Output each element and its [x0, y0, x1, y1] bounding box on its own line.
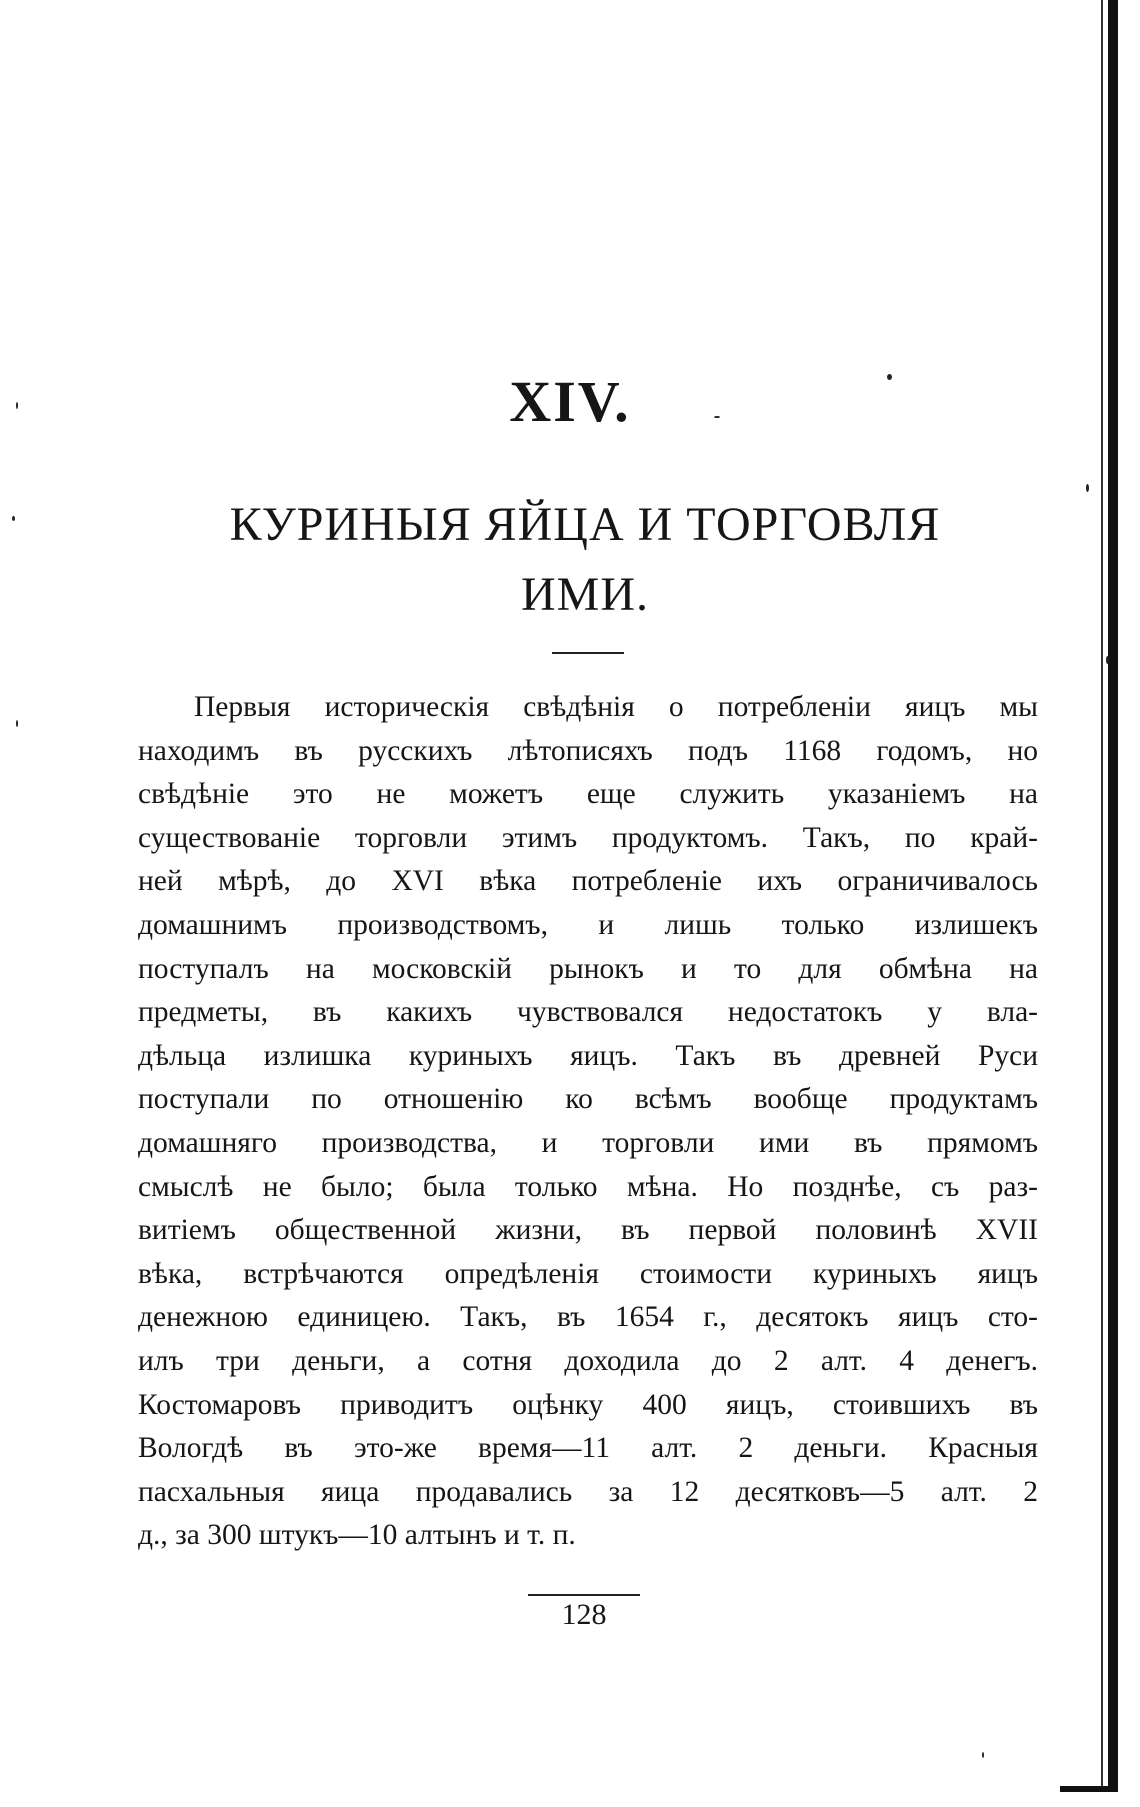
title-divider — [552, 652, 624, 654]
text-line: смыслѣ не было; была только мѣна. Но позднѣе, съ раз- — [138, 1170, 1038, 1203]
text-line: поступалъ на московскій рынокъ и то для обмѣна на — [138, 952, 1038, 985]
scan-speck — [714, 416, 720, 418]
chapter-title-line-2: ИМИ. — [520, 568, 649, 621]
page-edge-foot — [1060, 1786, 1118, 1792]
page-edge-border — [1108, 0, 1118, 1790]
text-line: находимъ въ русскихъ лѣтописяхъ подъ 1168 годомъ, но — [138, 734, 1038, 767]
scan-speck — [12, 516, 15, 521]
scan-speck — [1086, 484, 1089, 492]
text-line: ней мѣрѣ, до XVI вѣка потребленіе ихъ ограничивалось — [138, 865, 1038, 898]
text-line: илъ три деньги, а сотня доходила до 2 алт. 4 денегъ. — [138, 1344, 1038, 1377]
chapter-number: XIV. — [509, 369, 631, 434]
text-line: поступали по отношенію ко всѣмъ вообще продуктамъ — [138, 1083, 1038, 1116]
scan-speck — [1106, 656, 1109, 664]
scan-speck — [16, 402, 18, 409]
text-line: домашняго производства, и торговли ими въ прямомъ — [138, 1126, 1038, 1159]
text-line: предметы, въ какихъ чувствовался недостатокъ у вла- — [138, 996, 1038, 1029]
text-line: Первыя историческія свѣдѣнія о потребленіи яицъ мы — [194, 691, 1038, 723]
text-line: вѣка, встрѣчаются опредѣленія стоимости куриныхъ яицъ — [138, 1257, 1038, 1290]
body-paragraph — [138, 686, 1038, 1558]
chapter-title — [150, 490, 1020, 630]
text-line: денежною единицею. Такъ, въ 1654 г., десятокъ яицъ сто- — [138, 1301, 1038, 1334]
text-line: д., за 300 штукъ—10 алтынъ и т. п. — [138, 1519, 576, 1552]
page-number-rule — [528, 1594, 640, 1596]
text-line: пасхальныя яица продавались за 12 десятковъ—5 алт. 2 — [138, 1475, 1038, 1508]
text-line: дѣльца излишка куриныхъ яицъ. Такъ въ древней Руси — [138, 1039, 1038, 1072]
text-line: Вологдѣ въ это-же время—11 алт. 2 деньги. Красныя — [138, 1432, 1038, 1465]
text-line: витіемъ общественной жизни, въ первой половинѣ XVII — [138, 1214, 1038, 1247]
scan-speck — [887, 374, 892, 380]
text-line: свѣдѣніе это не можетъ еще служить указаніемъ на — [138, 778, 1038, 811]
scan-speck — [982, 1752, 984, 1758]
page-number: 128 — [561, 1598, 607, 1631]
page-edge-shadow — [1101, 0, 1103, 1790]
chapter-title-line-1: КУРИНЫЯ ЯЙЦА И ТОРГОВЛЯ — [229, 498, 941, 551]
text-line: Костомаровъ приводитъ оцѣнку 400 яицъ, стоившихъ въ — [138, 1388, 1038, 1421]
text-line: домашнимъ производствомъ, и лишь только излишекъ — [138, 908, 1038, 941]
scan-speck — [16, 720, 18, 727]
text-line: существованіе торговли этимъ продуктомъ. Такъ, по край- — [138, 821, 1038, 854]
